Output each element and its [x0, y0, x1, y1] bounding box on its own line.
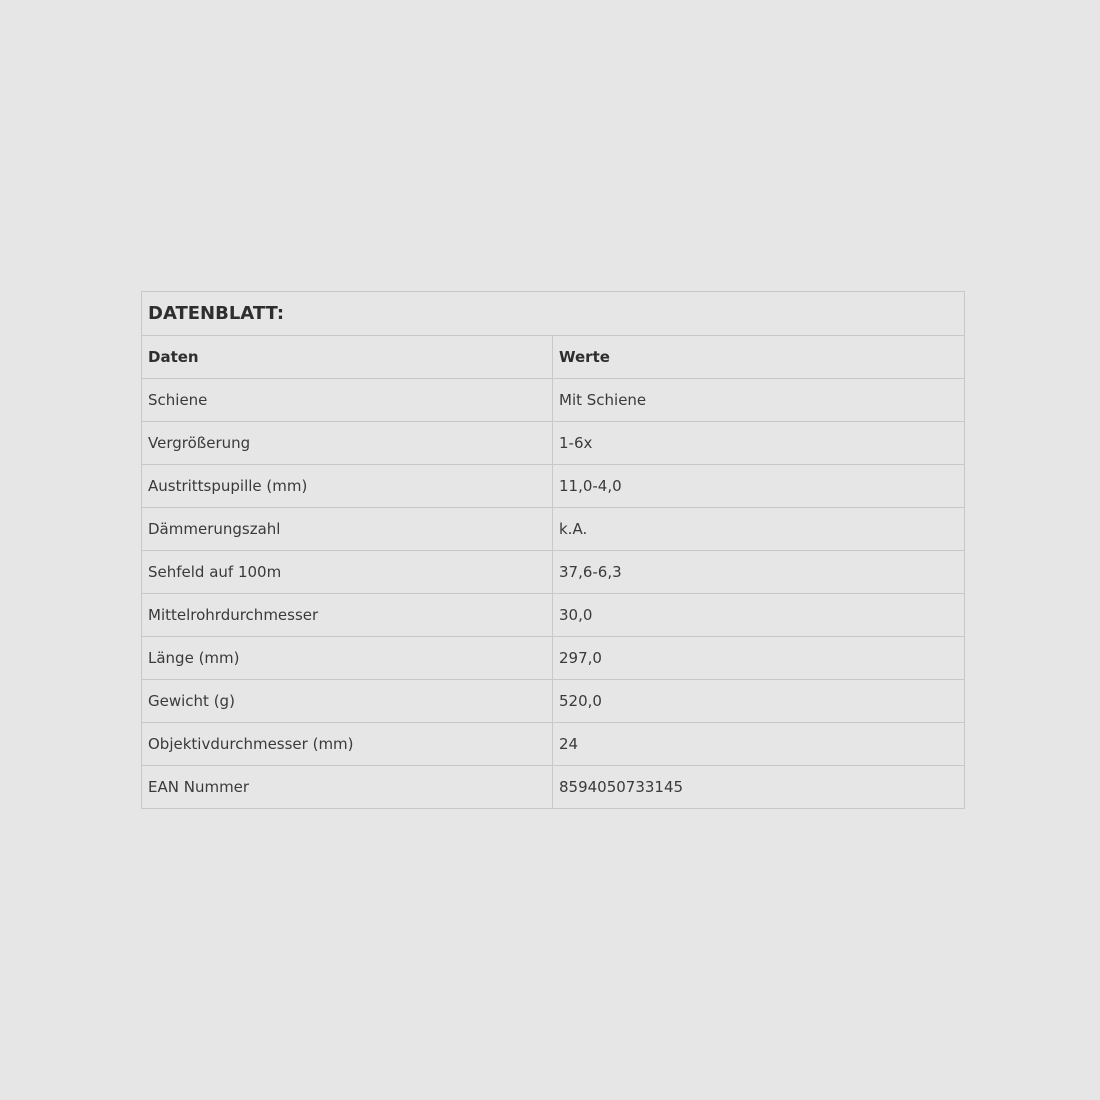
table-row	[142, 465, 965, 508]
row-value: 8594050733145	[553, 766, 965, 809]
row-value: 1-6x	[553, 422, 965, 465]
row-key: Objektivdurchmesser (mm)	[142, 723, 553, 766]
row-key: Sehfeld auf 100m	[142, 551, 553, 594]
row-key: Länge (mm)	[142, 637, 553, 680]
row-key: Austrittspupille (mm)	[142, 465, 553, 508]
table-row	[142, 422, 965, 465]
table-row	[142, 637, 965, 680]
row-value: 24	[553, 723, 965, 766]
table-header-row	[142, 336, 965, 379]
row-value: 30,0	[553, 594, 965, 637]
table-row	[142, 723, 965, 766]
row-value: Mit Schiene	[553, 379, 965, 422]
table-row	[142, 379, 965, 422]
row-value: 11,0-4,0	[553, 465, 965, 508]
row-key: EAN Nummer	[142, 766, 553, 809]
row-value: k.A.	[553, 508, 965, 551]
row-key: Mittelrohrdurchmesser	[142, 594, 553, 637]
table-title-row	[142, 292, 965, 336]
row-key: Dämmerungszahl	[142, 508, 553, 551]
row-value: 520,0	[553, 680, 965, 723]
table-title: DATENBLATT:	[142, 292, 965, 336]
row-value: 37,6-6,3	[553, 551, 965, 594]
row-value: 297,0	[553, 637, 965, 680]
row-key: Vergrößerung	[142, 422, 553, 465]
datasheet-table	[141, 291, 965, 809]
table-row	[142, 508, 965, 551]
table-row	[142, 680, 965, 723]
column-header-werte: Werte	[553, 336, 965, 379]
column-header-daten: Daten	[142, 336, 553, 379]
row-key: Schiene	[142, 379, 553, 422]
table-row	[142, 551, 965, 594]
table-row	[142, 594, 965, 637]
row-key: Gewicht (g)	[142, 680, 553, 723]
table-row	[142, 766, 965, 809]
